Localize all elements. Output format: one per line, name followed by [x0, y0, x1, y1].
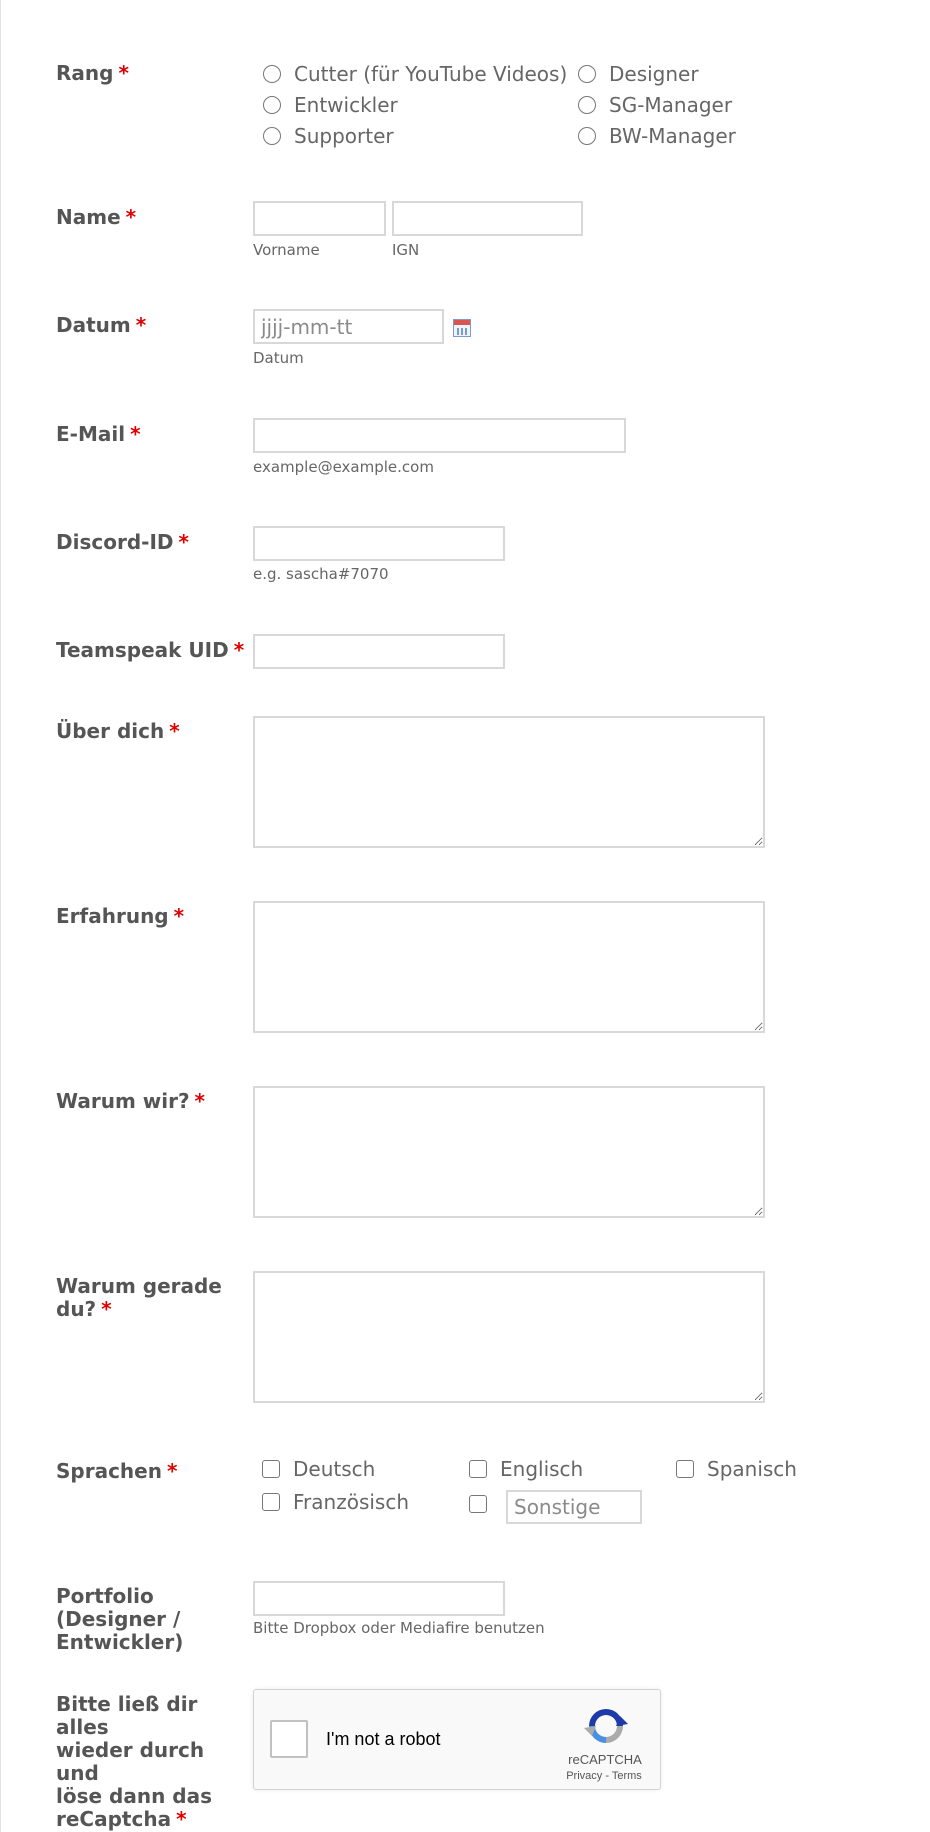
- erfahrung-textarea[interactable]: [253, 901, 765, 1033]
- radio-label: Cutter (für YouTube Videos): [294, 62, 568, 86]
- radio-circle-icon[interactable]: [263, 65, 281, 83]
- warum-wir-textarea[interactable]: [253, 1086, 765, 1218]
- warum-du-textarea[interactable]: [253, 1271, 765, 1403]
- required-mark: *: [178, 530, 189, 554]
- ueber-dich-label: Über dich *: [56, 719, 180, 743]
- radio-label: Entwickler: [294, 93, 398, 117]
- required-mark: *: [101, 1297, 112, 1321]
- checkbox-deutsch[interactable]: [262, 1457, 375, 1481]
- radio-label: BW-Manager: [609, 124, 736, 148]
- teamspeak-uid-input[interactable]: [253, 634, 505, 669]
- radio-circle-icon[interactable]: [263, 96, 281, 114]
- ign-input[interactable]: [392, 201, 583, 236]
- teamspeak-label: Teamspeak UID *: [56, 638, 245, 662]
- radio-label: Supporter: [294, 124, 394, 148]
- erfahrung-label: Erfahrung *: [56, 904, 185, 928]
- radio-label: SG-Manager: [609, 93, 733, 117]
- required-mark: *: [125, 205, 137, 229]
- portfolio-label: Portfolio (Designer / Entwickler): [56, 1584, 184, 1654]
- radio-supporter[interactable]: [263, 124, 394, 148]
- email-input[interactable]: [253, 418, 626, 453]
- recaptcha-logo-icon: [584, 1704, 628, 1748]
- required-mark: *: [233, 638, 245, 662]
- warum-wir-label: Warum wir? *: [56, 1089, 206, 1113]
- captcha-label: Bitte ließ dir alles wieder durch und löse dann das reCaptcha *: [56, 1692, 212, 1831]
- radio-circle-icon[interactable]: [263, 127, 281, 145]
- checkbox-label: Englisch: [500, 1457, 584, 1481]
- discord-label: Discord-ID *: [56, 530, 189, 554]
- checkbox-label: Spanisch: [707, 1457, 797, 1481]
- required-mark: *: [135, 313, 147, 337]
- checkbox-icon[interactable]: [262, 1460, 280, 1478]
- checkbox-franzoesisch[interactable]: [262, 1490, 409, 1514]
- radio-bw-manager[interactable]: [578, 124, 736, 148]
- checkbox-spanisch[interactable]: [676, 1457, 797, 1481]
- email-sublabel: example@example.com: [253, 458, 434, 476]
- radio-cutter[interactable]: [263, 62, 567, 86]
- radio-circle-icon[interactable]: [578, 96, 596, 114]
- radio-circle-icon[interactable]: [578, 127, 596, 145]
- portfolio-input[interactable]: [253, 1581, 505, 1616]
- email-label: E-Mail *: [56, 422, 141, 446]
- warum-du-label: Warum gerade du? *: [56, 1274, 222, 1321]
- calendar-icon[interactable]: [453, 319, 471, 337]
- checkbox-icon[interactable]: [469, 1460, 487, 1478]
- discord-sublabel: e.g. sascha#7070: [253, 565, 389, 583]
- required-mark: *: [130, 422, 141, 446]
- required-mark: *: [166, 1459, 178, 1483]
- recaptcha-widget: [253, 1689, 661, 1790]
- required-mark: *: [169, 719, 180, 743]
- checkbox-label: Französisch: [293, 1490, 410, 1514]
- recaptcha-checkbox-label: I'm not a robot: [326, 1729, 441, 1749]
- checkbox-icon[interactable]: [262, 1493, 280, 1511]
- radio-entwickler[interactable]: [263, 93, 398, 117]
- name-label: Name *: [56, 205, 137, 229]
- date-sublabel: Datum: [253, 349, 304, 367]
- checkbox-englisch[interactable]: [469, 1457, 583, 1481]
- radio-designer[interactable]: [578, 62, 699, 86]
- required-mark: *: [118, 61, 129, 85]
- checkbox-sonstige[interactable]: [469, 1495, 500, 1513]
- radio-sg-manager[interactable]: [578, 93, 732, 117]
- recaptcha-brand: reCAPTCHA: [568, 1752, 642, 1767]
- ueber-dich-textarea[interactable]: [253, 716, 765, 848]
- portfolio-sublabel: Bitte Dropbox oder Mediafire benutzen: [253, 1619, 545, 1637]
- checkbox-label: Deutsch: [293, 1457, 376, 1481]
- radio-circle-icon[interactable]: [578, 65, 596, 83]
- required-mark: *: [194, 1089, 206, 1113]
- date-input[interactable]: [253, 309, 444, 344]
- checkbox-icon[interactable]: [469, 1495, 487, 1513]
- first-name-input[interactable]: [253, 201, 386, 236]
- radio-label: Designer: [609, 62, 699, 86]
- recaptcha-privacy-terms[interactable]: Privacy - Terms: [566, 1770, 642, 1782]
- first-name-sublabel: Vorname: [253, 241, 320, 259]
- ign-sublabel: IGN: [392, 241, 420, 259]
- rang-label: Rang *: [56, 61, 129, 85]
- recaptcha-checkbox[interactable]: [270, 1720, 308, 1758]
- datum-label: Datum *: [56, 313, 147, 337]
- required-mark: *: [173, 904, 185, 928]
- required-mark: *: [176, 1807, 187, 1831]
- other-language-input[interactable]: [506, 1490, 642, 1524]
- sprachen-label: Sprachen *: [56, 1459, 178, 1483]
- checkbox-icon[interactable]: [676, 1460, 694, 1478]
- discord-id-input[interactable]: [253, 526, 505, 561]
